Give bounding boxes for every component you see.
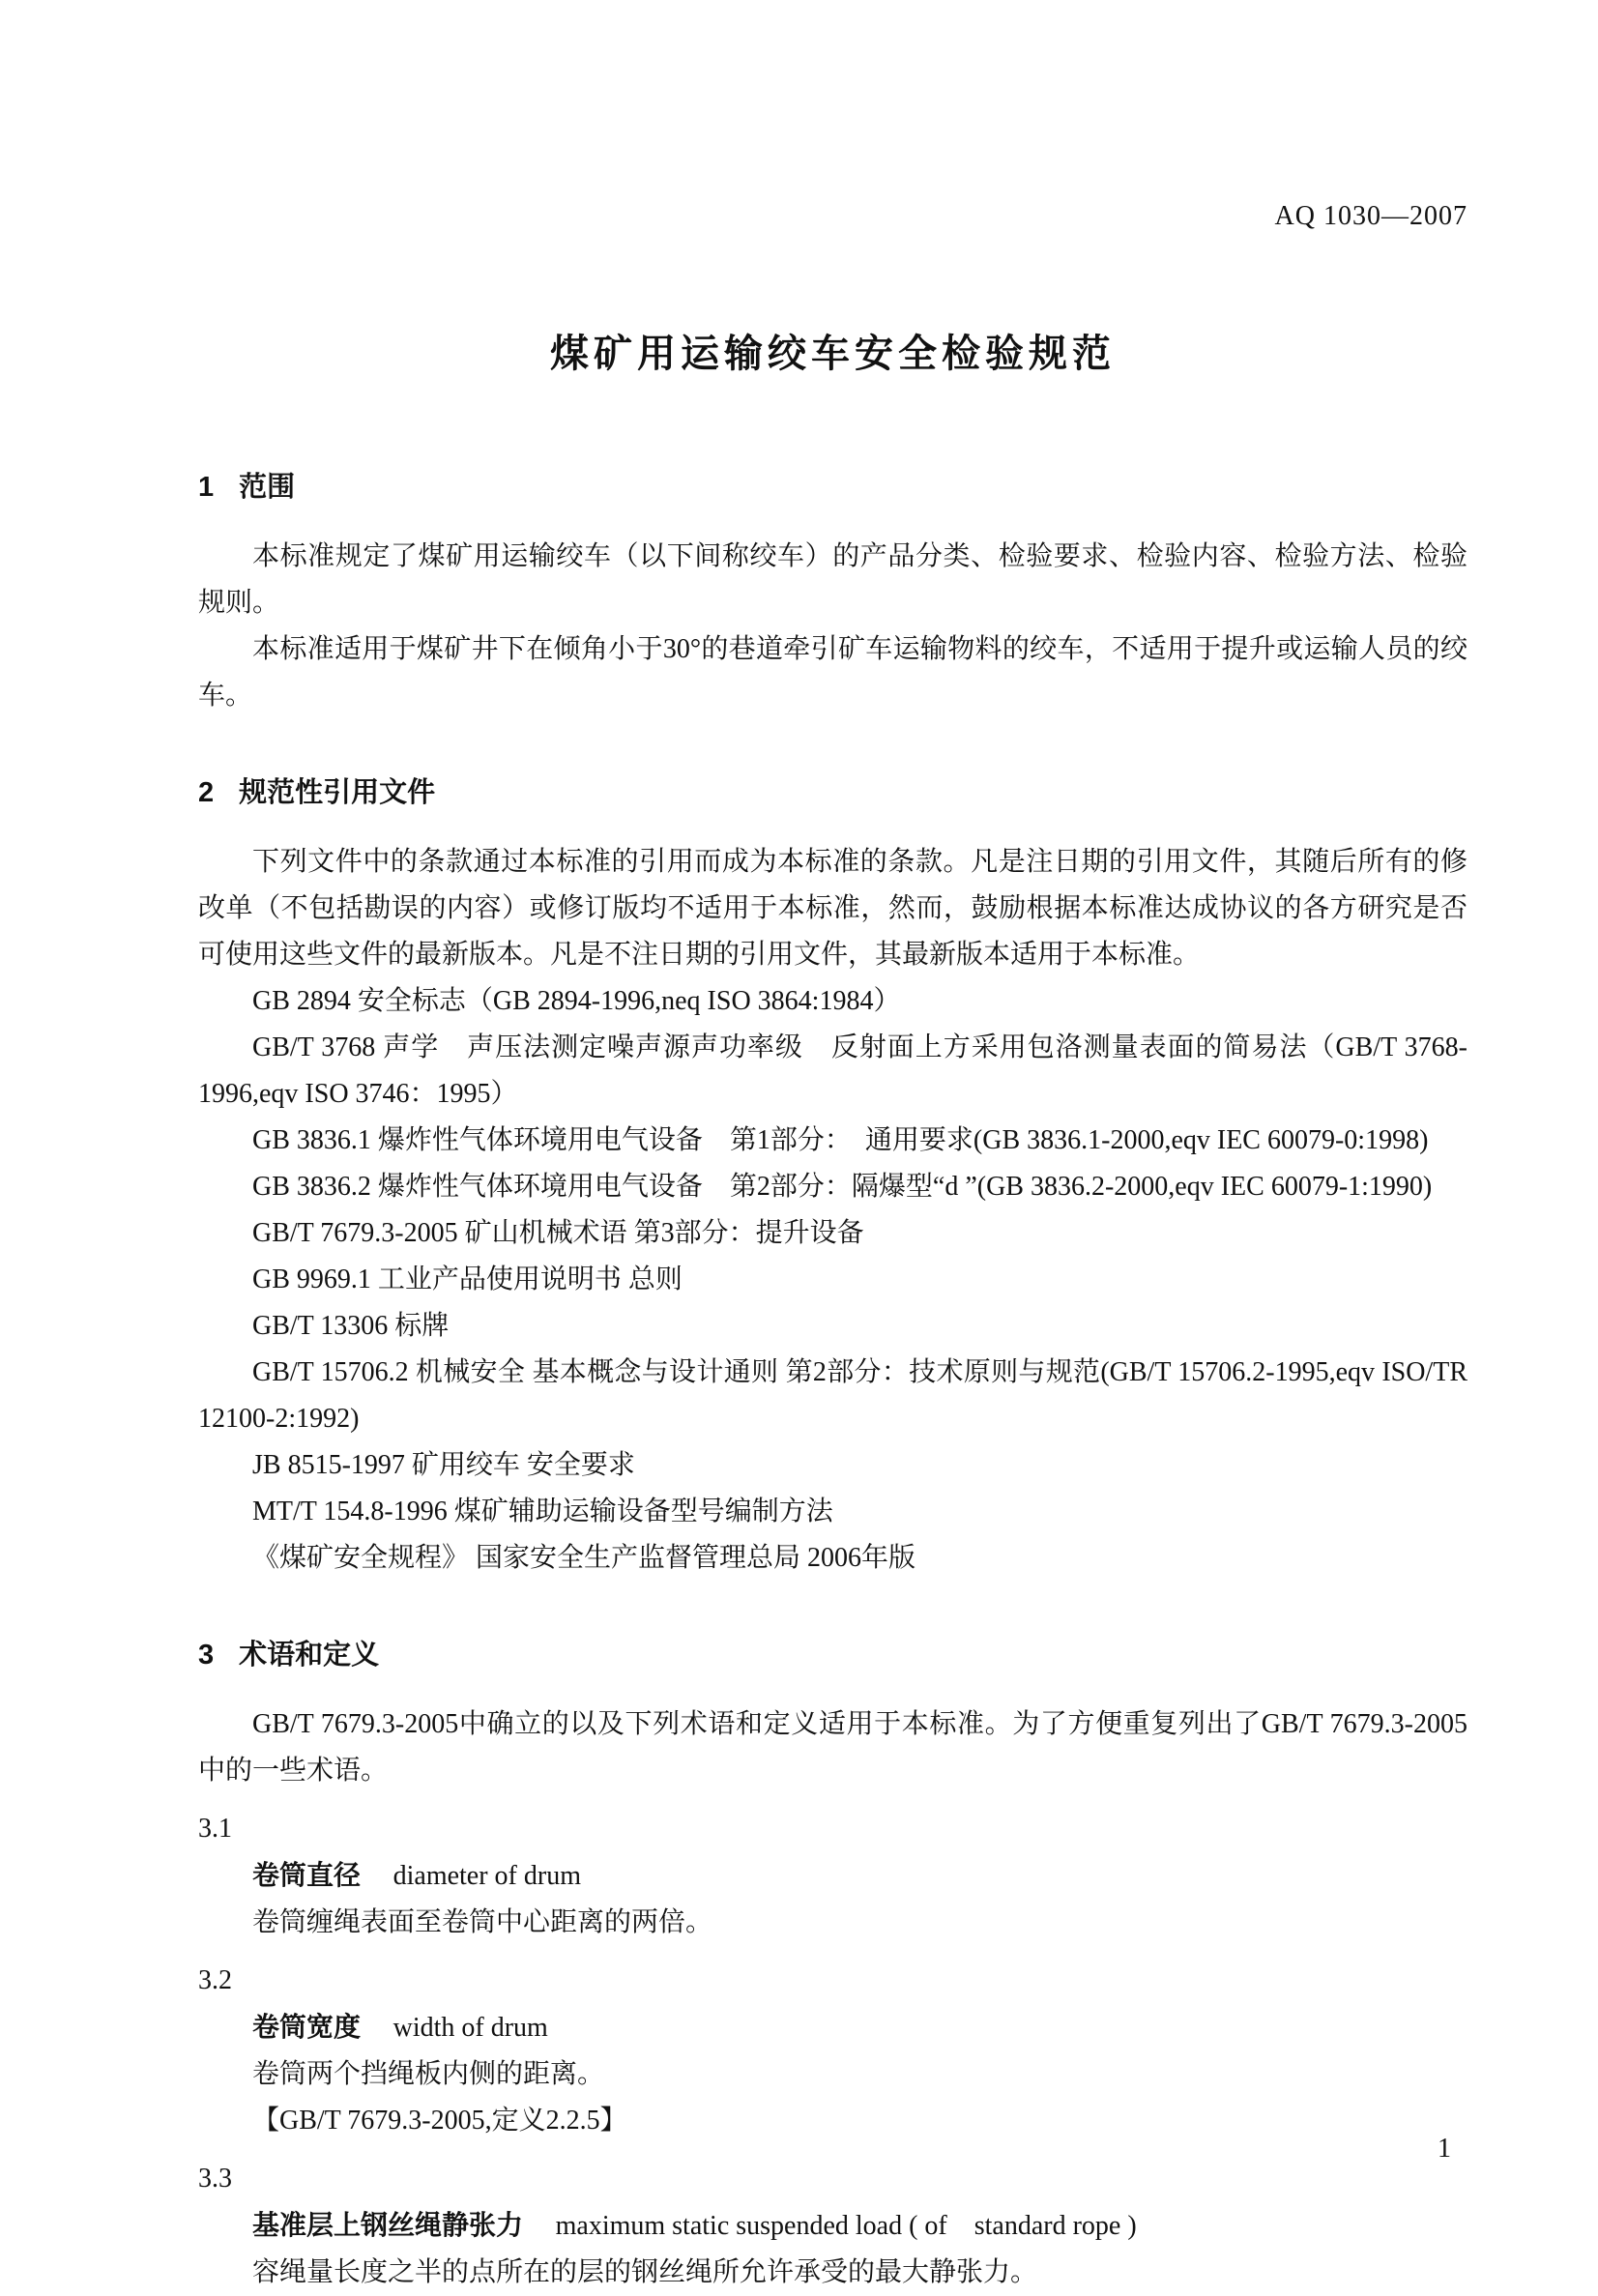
section-1-heading xyxy=(198,464,1467,510)
term-number: 3.1 xyxy=(198,1814,232,1844)
term-name-line xyxy=(198,2004,1467,2051)
section-2-title: 规范性引用文件 xyxy=(239,777,436,808)
doc-number: AQ 1030—2007 xyxy=(1274,201,1467,231)
reference-item: JB 8515-1997 矿用绞车 安全要求 xyxy=(252,1450,635,1480)
term-entry xyxy=(198,2156,1467,2296)
reference-item: 《煤矿安全规程》 国家安全生产监督管理总局 2006年版 xyxy=(252,1543,916,1573)
section-3-title: 术语和定义 xyxy=(239,1640,380,1671)
section-1-title: 范围 xyxy=(239,472,296,503)
term-english: diameter of drum xyxy=(392,1861,581,1891)
references-intro: 下列文件中的条款通过本标准的引用而成为本标准的条款。凡是注日期的引用文件，其随后所有的修改单（不包括勘误的内容）或修订版均不适用于本标准，然而，鼓励根据本标准达成协议的各方研究是否可使用这些文件的最新版本。凡是不注日期的引用文件，其最新版本适用于本标准。 xyxy=(198,847,1467,970)
term-name: 卷筒直径 xyxy=(252,1860,362,1890)
term-english: width of drum xyxy=(392,2013,548,2043)
reference-item: GB 2894 安全标志（GB 2894-1996,neq ISO 3864:1984） xyxy=(252,986,901,1016)
term-number: 3.3 xyxy=(198,2164,232,2194)
term-name-line xyxy=(198,1852,1467,1900)
scope-paragraph: 本标准适用于煤矿井下在倾角小于30°的巷道牵引矿车运输物料的绞车，不适用于提升或运输人员的绞车。 xyxy=(198,634,1467,711)
reference-item: GB/T 3768 声学 声压法测定噪声源声功率级 反射面上方采用包洛测量表面的简易法（GB/T 3768-1996,eqv ISO 3746：1995） xyxy=(198,1032,1467,1109)
term-source: 【GB/T 7679.3-2005,定义2.2.5】 xyxy=(252,2106,627,2136)
section-3-heading xyxy=(198,1632,1467,1678)
term-name: 卷筒宽度 xyxy=(252,2012,362,2042)
term-definition: 卷筒缠绳表面至卷筒中心距离的两倍。 xyxy=(252,1907,713,1937)
reference-item: GB/T 13306 标牌 xyxy=(252,1311,450,1341)
section-1-number: 1 xyxy=(198,472,215,503)
term-name: 基准层上钢丝绳静张力 xyxy=(252,2210,524,2240)
reference-item: GB/T 7679.3-2005 矿山机械术语 第3部分：提升设备 xyxy=(252,1218,864,1248)
term-name-line xyxy=(198,2202,1467,2250)
document-title: 煤矿用运输绞车安全检验规范 xyxy=(550,333,1116,375)
term-definition: 卷筒两个挡绳板内侧的距离。 xyxy=(252,2059,605,2089)
term-entry xyxy=(198,1806,1467,1946)
terms-intro: GB/T 7679.3-2005中确立的以及下列术语和定义适用于本标准。为了方便重复列出了GB/T 7679.3-2005中的一些术语。 xyxy=(198,1709,1467,1786)
reference-item: GB 3836.2 爆炸性气体环境用电气设备 第2部分：隔爆型“d ”(GB 3836.2-2000,eqv IEC 60079-1:1990) xyxy=(252,1172,1433,1202)
reference-item: GB 3836.1 爆炸性气体环境用电气设备 第1部分： 通用要求(GB 3836.1-2000,eqv IEC 60079-0:1998) xyxy=(252,1125,1429,1155)
section-3-number: 3 xyxy=(198,1640,215,1671)
reference-item: MT/T 154.8-1996 煤矿辅助运输设备型号编制方法 xyxy=(252,1497,833,1526)
term-definition: 容绳量长度之半的点所在的层的钢丝绳所允许承受的最大静张力。 xyxy=(252,2257,1038,2287)
scope-paragraph: 本标准规定了煤矿用运输绞车（以下间称绞车）的产品分类、检验要求、检验内容、检验方法、检验规则。 xyxy=(198,541,1467,618)
term-english: maximum static suspended load ( of standard rope ) xyxy=(555,2211,1137,2241)
term-entry xyxy=(198,1958,1467,2144)
reference-item: GB 9969.1 工业产品使用说明书 总则 xyxy=(252,1264,683,1294)
reference-item: GB/T 15706.2 机械安全 基本概念与设计通则 第2部分：技术原则与规范(GB/T 15706.2-1995,eqv ISO/TR 12100-2:1992) xyxy=(198,1357,1467,1434)
section-2-heading xyxy=(198,770,1467,816)
section-2-number: 2 xyxy=(198,777,215,808)
page-number: 1 xyxy=(1438,2134,1451,2164)
term-number: 3.2 xyxy=(198,1965,232,1995)
